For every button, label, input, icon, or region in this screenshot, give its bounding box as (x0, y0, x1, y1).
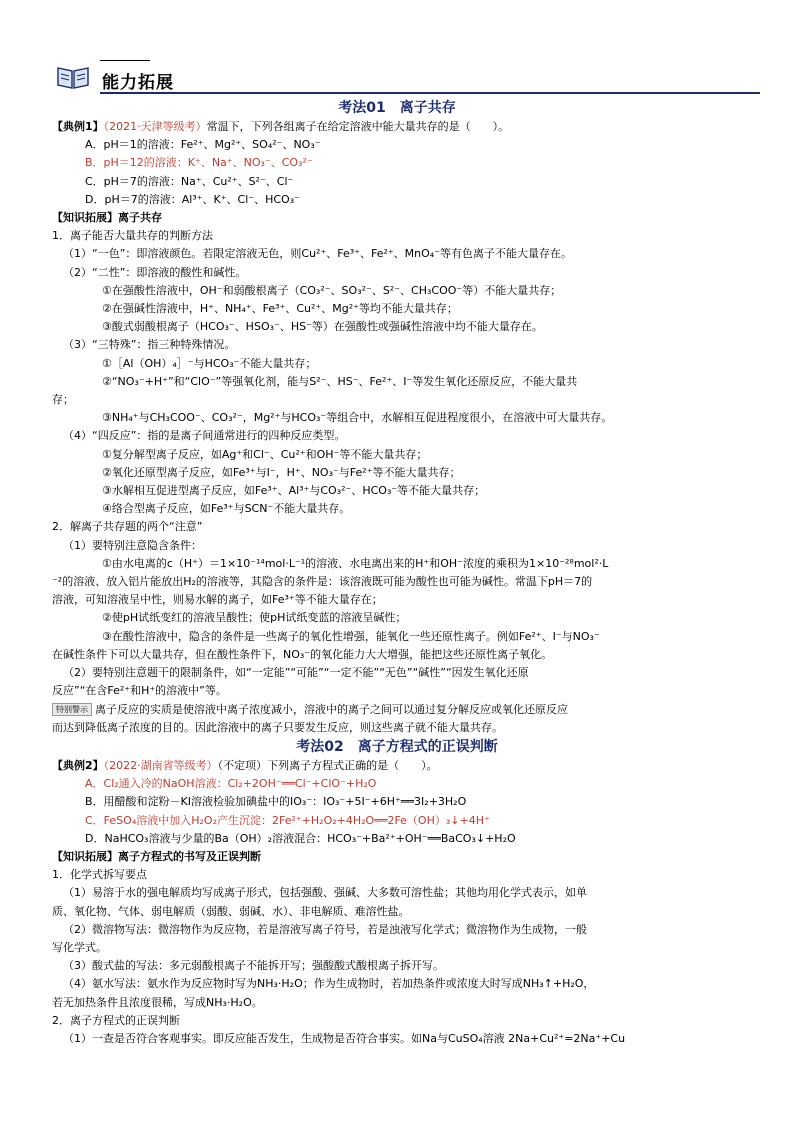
option-d: D．NaHCO₃溶液与少量的Ba（OH）₂溶液混合：HCO₃⁻+Ba²⁺+OH⁻══BaCO₃↓+H₂O (85, 831, 516, 845)
text-line: ③酸式弱酸根离子（HCO₃⁻、HSO₃⁻、HS⁻等）在强酸性或强碱性溶液中均不能大量存在。 (102, 320, 543, 334)
text-line: 2．离子方程式的正误判断 (52, 1013, 180, 1027)
text-line: （1）要特别注意隐含条件： (63, 538, 202, 552)
text-line: 质、氧化物、气体、弱电解质（弱酸、弱碱、水）、非电解质、难溶性盐。 (52, 904, 410, 918)
text-line: （3）“三特殊”：指三种特殊情况。 (63, 338, 236, 352)
knowledge-heading (52, 209, 742, 227)
text-line: （3）酸式盐的写法：多元弱酸根离子不能拆开写；强酸酸式酸根离子拆开写。 (63, 959, 444, 973)
example-tag: 【典例1】 (52, 120, 104, 133)
text-line: ⁻²的溶液、放入铝片能放出H₂的溶液等，其隐含的条件是：该溶液既可能为酸性也可能为碱性。常温下pH＝7的 (52, 575, 593, 589)
warning-text: 离子反应的实质是使溶液中离子浓度减小，溶液中的离子之间可以通过复分解反应或氧化还原反应 (95, 702, 568, 716)
warning-badge: 特别警示 (52, 703, 92, 716)
text-line: ②“NO₃⁻+H⁺”和“ClO⁻”等强氧化剂，能与S²⁻、HS⁻、Fe²⁺、I⁻等发生氧化还原反应，不能大量共 (102, 374, 578, 388)
example-tag: 【典例2】 (52, 758, 104, 772)
text-line: 在碱性条件下可以大量共存，但在酸性条件下，NO₃⁻的氧化能力大大增强，能把这些还原性离子氧化。 (52, 647, 553, 661)
knowledge-tag: 【知识拓展】 (52, 849, 118, 863)
text-line: ①复分解型离子反应，如Ag⁺和Cl⁻、Cu²⁺和OH⁻等不能大量共存； (102, 447, 428, 461)
option-a: A．Cl₂通入冷的NaOH溶液：Cl₂+2OH⁻══Cl⁻+ClO⁻+H₂O (85, 777, 377, 791)
text-line: ③水解相互促进型离子反应，如Fe³⁺、Al³⁺与CO₃²⁻、HCO₃⁻等不能大量共存； (102, 484, 486, 498)
text-line: 若无加热条件且浓度很稀，写成NH₃·H₂O。 (52, 995, 263, 1009)
text-line: 1．离子能否大量共存的判断方法 (52, 229, 213, 243)
knowledge-tag: 【知识拓展】 (52, 211, 118, 225)
text-line: 反应”“在含Fe²⁺和H⁺的溶液中”等。 (52, 684, 227, 698)
text-line: （1）一查是否符合客观事实。即反应能否发生，生成物是否符合事实。如Na与CuSO₄溶液 2Na+Cu²⁺=2Na⁺+Cu (63, 1031, 626, 1045)
example-source: （2022·湖南省等级考） (103, 758, 218, 772)
knowledge-title: 离子方程式的书写及正误判断 (118, 849, 261, 863)
text-line: ①在强酸性溶液中，OH⁻和弱酸根离子（CO₃²⁻、SO₃²⁻、S²⁻、CH₃COO⁻等）不能大量共存； (102, 283, 562, 297)
text-line: （2）“二性”：即溶液的酸性和碱性。 (63, 265, 247, 279)
page (52, 58, 742, 1048)
knowledge-title: 离子共存 (118, 211, 162, 225)
text-line: 写化学式。 (52, 940, 107, 954)
text-line: 1．化学式拆写要点 (52, 868, 147, 882)
section-title-2: 考法02 离子方程式的正误判断 (296, 738, 498, 755)
text-line: （4）“四反应”：指的是离子间通常进行的四种反应类型。 (63, 429, 346, 443)
book-icon (56, 64, 90, 90)
example-text: 常温下，下列各组离子在给定溶液中能大量共存的是（ ）。 (206, 120, 510, 133)
warning-text-2: 而达到降低离子浓度的目的。因此溶液中的离子只要发生反应，则这些离子就不能大量共存。 (52, 720, 503, 734)
example-2-question (52, 757, 742, 775)
text-line: （2）要特别注意题干的限制条件，如“一定能”“可能”“一定不能”“无色”“碱性”“因发生氧化还原 (63, 666, 529, 680)
header-topline (100, 60, 150, 61)
text-line: ②氧化还原型离子反应，如Fe³⁺与I⁻，H⁺、NO₃⁻与Fe²⁺等不能大量共存； (102, 465, 461, 479)
text-line: 存； (52, 393, 74, 407)
text-line: （1）“一色”：即溶液颜色。若限定溶液无色，则Cu²⁺、Fe³⁺、Fe²⁺、MnO₄⁻等有色离子不能大量存在。 (63, 247, 573, 261)
option-c: C．pH＝7的溶液：Na⁺、Cu²⁺、S²⁻、Cl⁻ (85, 174, 294, 188)
example-text: （不定项）下列离子方程式正确的是（ ）。 (217, 758, 438, 772)
text-line: （1）易溶于水的强电解质均写成离子形式，包括强酸、强碱、大多数可溶性盐；其他均用化学式表示，如单 (63, 886, 587, 900)
special-warning (52, 701, 742, 719)
header-title: 能力拓展 (102, 73, 174, 93)
option-b: B．pH＝12的溶液：K⁺、Na⁺、NO₃⁻、CO₃²⁻ (85, 156, 313, 170)
option-c: C．FeSO₄溶液中加入H₂O₂产生沉淀：2Fe²⁺+H₂O₂+4H₂O══2Fe（OH）₃↓+4H⁺ (85, 813, 490, 827)
text-line: ③在酸性溶液中，隐含的条件是一些离子的氧化性增强，能氧化一些还原性离子。例如Fe²⁺、I⁻与NO₃⁻ (102, 629, 600, 643)
option-a: A．pH＝1的溶液：Fe²⁺、Mg²⁺、SO₄²⁻、NO₃⁻ (85, 138, 321, 152)
section-title-1: 考法01 离子共存 (338, 100, 456, 116)
knowledge-heading (52, 848, 742, 866)
option-b: B．用醋酸和淀粉－KI溶液检验加碘盐中的IO₃⁻：IO₃⁻+5I⁻+6H⁺══3I₂+3H₂O (85, 795, 467, 809)
text-line: 2．解离子共存题的两个“注意” (52, 520, 203, 534)
text-line: ②使pH试纸变红的溶液呈酸性；使pH试纸变蓝的溶液呈碱性； (102, 611, 407, 625)
example-1-question (52, 118, 742, 136)
text-line: ②在强碱性溶液中，H⁺、NH₄⁺、Fe³⁺、Cu²⁺、Mg²⁺等均不能大量共存； (102, 302, 458, 316)
text-line: ③NH₄⁺与CH₃COO⁻、CO₃²⁻，Mg²⁺与HCO₃⁻等组合中，水解相互促进程度很小，在溶液中可大量共存。 (102, 411, 613, 425)
text-line: 溶液，可知溶液呈中性，则易水解的离子，如Fe³⁺等不能大量存在； (52, 593, 383, 607)
option-d: D．pH＝7的溶液：Al³⁺、K⁺、Cl⁻、HCO₃⁻ (85, 192, 300, 206)
header-rule (100, 92, 760, 94)
text-line: ①由水电离的c（H⁺）＝1×10⁻¹⁴mol·L⁻¹的溶液、水电离出来的H⁺和OH⁻浓度的乘积为1×10⁻²⁸mol²·L (102, 556, 609, 570)
text-line: （2）微溶物写法：微溶物作为反应物，若是溶液写离子符号，若是浊液写化学式；微溶物作为生成物，一般 (63, 922, 587, 936)
text-line: ④络合型离子反应，如Fe³⁺与SCN⁻不能大量共存。 (102, 502, 351, 516)
text-line: （4）氨水写法：氨水作为反应物时写为NH₃·H₂O；作为生成物时，若加热条件或浓度大时写成NH₃↑+H₂O， (63, 977, 595, 991)
page-header (52, 58, 742, 98)
text-line: ①［Al（OH）₄］⁻与HCO₃⁻不能大量共存； (102, 356, 317, 370)
example-source: （2021·天津等级考） (103, 120, 207, 133)
